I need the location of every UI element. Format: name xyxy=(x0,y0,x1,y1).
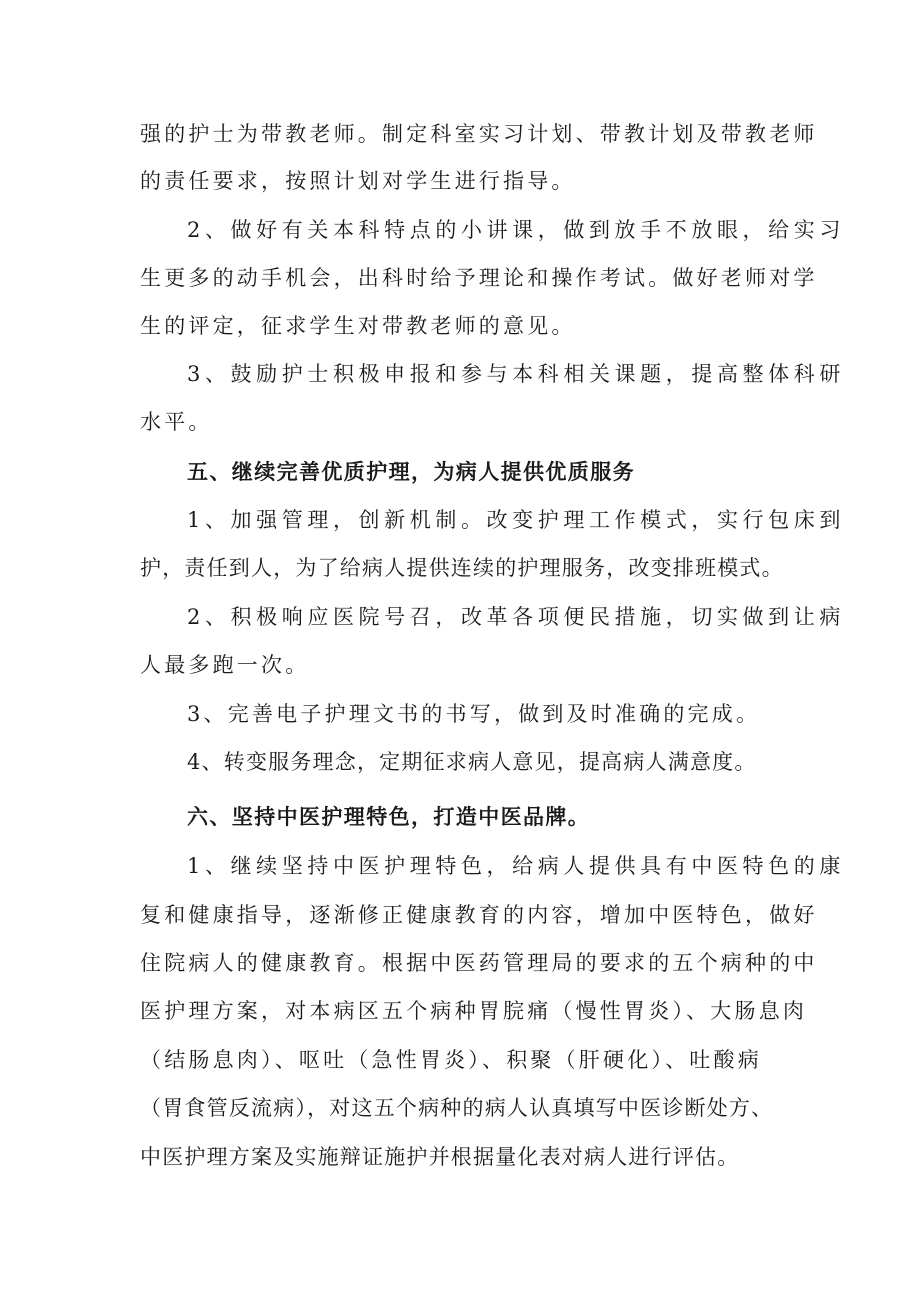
text-line: 生的评定，征求学生对带教老师的意见。 xyxy=(140,314,576,338)
text-line: 2、积极响应医院号召，改革各项便民措施，切实做到让病 xyxy=(187,605,845,629)
text-line: 人最多跑一次。 xyxy=(140,653,310,677)
text-line: 医护理方案，对本病区五个病种胃脘痛（慢性胃炎）、大肠息肉 xyxy=(140,999,808,1023)
text-line: 强的护士为带教老师。制定科室实习计划、带教计划及带教老师 xyxy=(140,122,818,146)
text-line: 水平。 xyxy=(140,410,213,434)
text-line: 复和健康指导，逐渐修正健康教育的内容，增加中医特色，做好 xyxy=(140,903,818,927)
section-heading: 六、坚持中医护理特色，打造中医品牌。 xyxy=(187,804,591,829)
text-line: 生更多的动手机会，出科时给予理论和操作考试。做好老师对学 xyxy=(140,266,818,290)
text-line: 中医护理方案及实施辩证施护并根据量化表对病人进行评估。 xyxy=(140,1145,740,1169)
section-heading: 五、继续完善优质护理，为病人提供优质服务 xyxy=(187,459,635,484)
text-line: 4、转变服务理念，定期征求病人意见，提高病人满意度。 xyxy=(187,750,757,774)
text-line: 1、加强管理，创新机制。改变护理工作模式，实行包床到 xyxy=(187,508,845,532)
text-line: 3、完善电子护理文书的书写，做到及时准确的完成。 xyxy=(187,702,761,726)
text-line: 3、鼓励护士积极申报和参与本科相关课题，提高整体科研 xyxy=(187,362,845,386)
text-line: （结肠息肉）、呕吐（急性胃炎）、积聚（肝硬化）、吐酸病 xyxy=(140,1048,762,1072)
text-line: 护，责任到人，为了给病人提供连续的护理服务，改变排班模式。 xyxy=(140,556,784,580)
text-line: （胃食管反流病），对这五个病种的病人认真填写中医诊断处方、 xyxy=(140,1096,774,1120)
text-line: 1、继续坚持中医护理特色，给病人提供具有中医特色的康 xyxy=(187,854,845,878)
text-line: 2、做好有关本科特点的小讲课，做到放手不放眼，给实习 xyxy=(187,218,845,242)
text-line: 住院病人的健康教育。根据中医药管理局的要求的五个病种的中 xyxy=(140,951,818,975)
text-line: 的责任要求，按照计划对学生进行指导。 xyxy=(140,169,576,193)
